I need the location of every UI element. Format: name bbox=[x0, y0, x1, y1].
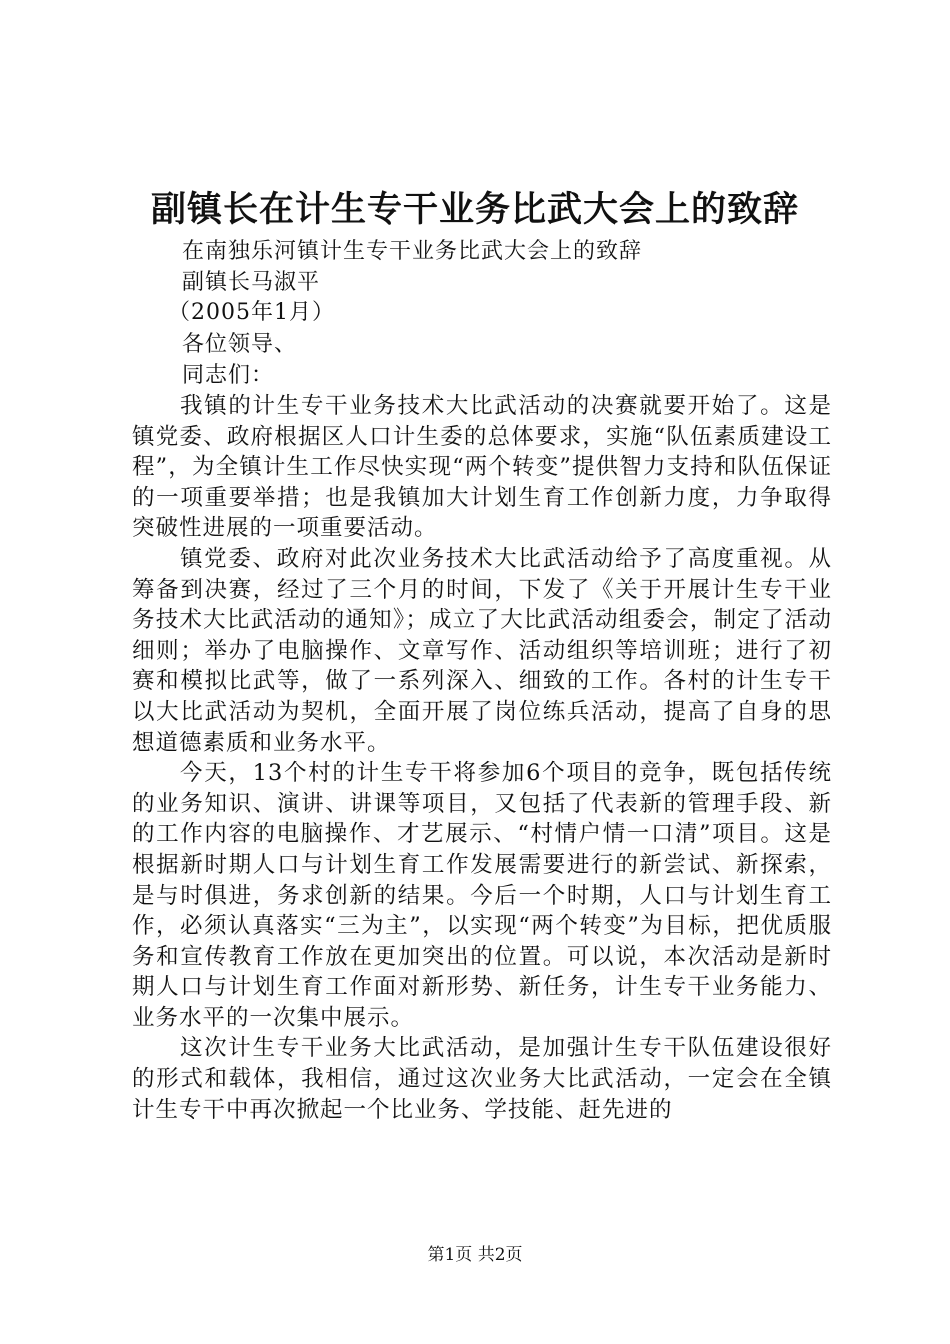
speech-date: （2005年1月） bbox=[168, 300, 335, 325]
salutation-comrades: 同志们： bbox=[182, 363, 275, 388]
salutation-leaders: 各位领导、 bbox=[182, 332, 298, 357]
paragraph: 这次计生专干业务大比武活动，是加强计生专干队伍建设很好的形式和载体，我相信，通过这次业务大比武活动，一定会在全镇计生专干中再次掀起一个比业务、学技能、赶先进的 bbox=[132, 1035, 832, 1123]
paragraph: 镇党委、政府对此次业务技术大比武活动给予了高度重视。从筹备到决赛，经过了三个月的时间，下发了《关于开展计生专干业务技术大比武活动的通知》；成立了大比武活动组委会，制定了活动细则；举办了电脑操作、文章写作、活动组织等培训班；进行了初赛和模拟比武等，做了一系列深入、细致的工作。各村的计生专干以大比武活动为契机，全面开展了岗位练兵活动，提高了自身的思想道德素质和业务水平。 bbox=[132, 545, 832, 756]
page-title: 副镇长在计生专干业务比武大会上的致辞 bbox=[150, 189, 799, 230]
page-indicator: 第1页 共2页 bbox=[427, 1245, 523, 1265]
paragraph: 今天，13个村的计生专干将参加6个项目的竞争，既包括传统的业务知识、演讲、讲课等项目，又包括了代表新的管理手段、新的工作内容的电脑操作、才艺展示、“村情户情一口清”项目。这是根据新时期人口与计划生育工作发展需要进行的新尝试、新探索，是与时俱进，务求创新的结果。今后一个时期，人口与计划生育工作，必须认真落实“三为主”，以实现“两个转变”为目标，把优质服务和宣传教育工作放在更加突出的位置。可以说，本次活动是新时期人口与计划生育工作面对新形势、新任务，计生专干业务能力、业务水平的一次集中展示。 bbox=[132, 760, 832, 1031]
speech-body bbox=[132, 391, 832, 1125]
speech-subtitle: 在南独乐河镇计生专干业务比武大会上的致辞 bbox=[182, 239, 643, 264]
speaker-name: 副镇长马淑平 bbox=[182, 270, 321, 295]
paragraph: 我镇的计生专干业务技术大比武活动的决赛就要开始了。这是镇党委、政府根据区人口计生委的总体要求，实施“队伍素质建设工程”，为全镇计生工作尽快实现“两个转变”提供智力支持和队伍保证的一项重要举措；也是我镇加大计划生育工作创新力度，力争取得突破性进展的一项重要活动。 bbox=[132, 393, 832, 542]
